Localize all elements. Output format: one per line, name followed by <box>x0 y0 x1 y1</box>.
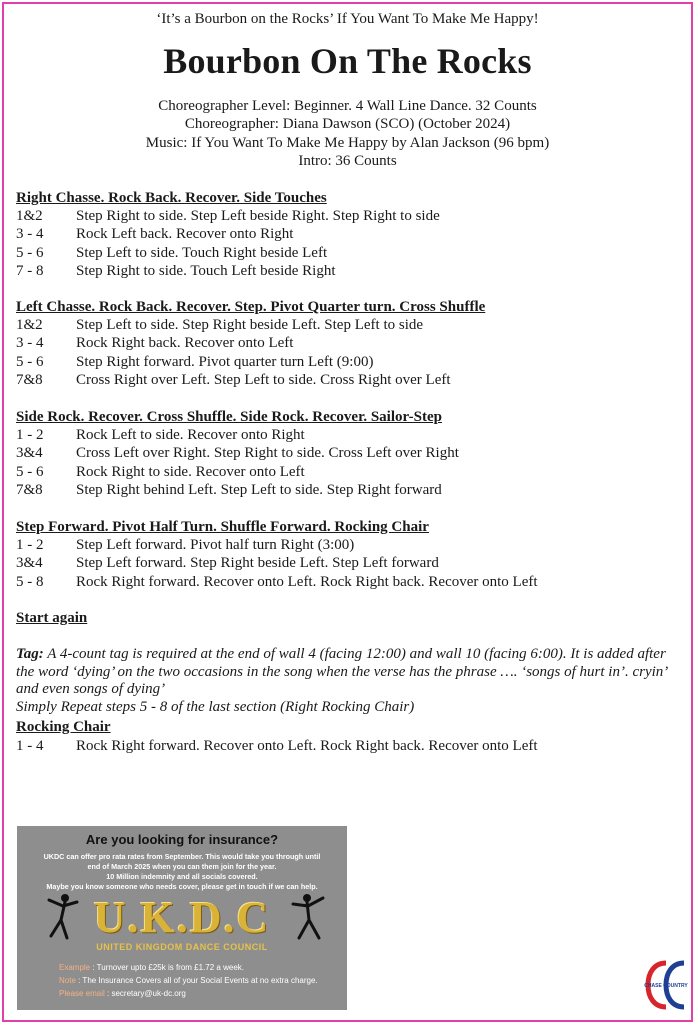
step-count: 1 - 4 <box>16 738 44 754</box>
tagline: ‘It’s a Bourbon on the Rocks’ If You Want To Make Me Happy! <box>156 11 539 27</box>
step-row <box>16 225 681 243</box>
choreographer-line: Choreographer: Diana Dawson (SCO) (October 2024) <box>184 116 511 133</box>
ad-line-key: Example <box>59 963 91 972</box>
ad-line-value: : The Insurance Covers all of your Social Events at no extra charge. <box>75 976 318 985</box>
step-text: Step Left forward. Pivot half turn Right (3:00) <box>76 537 355 553</box>
step-text: Step Right to side. Touch Left beside Right <box>76 262 336 279</box>
ad-body-line: UKDC can offer pro rata rates from September. This would take you through until <box>43 852 321 861</box>
step-row <box>16 481 681 499</box>
step-row <box>16 536 681 554</box>
chase-country-logo <box>644 957 688 1013</box>
ad-line <box>59 987 318 1000</box>
section-1 <box>16 189 681 280</box>
step-row <box>16 463 681 481</box>
tag-label: Tag: <box>16 646 44 662</box>
step-count: 3 - 4 <box>16 226 44 243</box>
step-row <box>16 554 681 572</box>
step-count: 1 - 2 <box>16 427 44 443</box>
ad-line <box>59 961 318 974</box>
step-text: Rock Right forward. Recover onto Left. Rock Right back. Recover onto Left <box>76 738 538 754</box>
ad-line-key: Please email <box>59 989 105 998</box>
step-count: 5 - 8 <box>16 573 44 590</box>
rocking-chair-title: Rocking Chair <box>16 719 111 735</box>
level-line: Choreographer Level: Beginner. 4 Wall Line Dance. 32 Counts <box>158 98 537 114</box>
step-text: Cross Left over Right. Step Right to side. Cross Left over Right <box>76 445 459 462</box>
step-count: 7 - 8 <box>16 262 44 279</box>
step-row <box>16 334 681 352</box>
section-2 <box>16 298 681 389</box>
step-row <box>16 262 681 280</box>
step-text: Rock Right to side. Recover onto Left <box>76 463 305 480</box>
ad-body-line: end of March 2025 when you can them join for the year. <box>87 862 277 871</box>
step-row <box>16 371 681 389</box>
section-title: Side Rock. Recover. Cross Shuffle. Side Rock. Recover. Sailor-Step <box>16 409 442 425</box>
step-text: Rock Right back. Recover onto Left <box>76 335 294 352</box>
step-text: Step Left to side. Touch Right beside Left <box>76 244 328 261</box>
ad-details <box>59 961 318 1000</box>
step-count: 5 - 6 <box>16 244 44 261</box>
step-row <box>16 444 681 462</box>
intro-line: Intro: 36 Counts <box>298 153 397 170</box>
music-line: Music: If You Want To Make Me Happy by Alan Jackson (96 bpm) <box>145 134 550 151</box>
dance-info <box>0 97 695 171</box>
step-text: Rock Right forward. Recover onto Left. Rock Right back. Recover onto Left <box>76 573 538 590</box>
step-text: Step Right to side. Step Left beside Right. Step Right to side <box>76 208 440 224</box>
badge-text: CHASE COUNTRY <box>644 983 688 989</box>
section-4 <box>16 518 681 591</box>
step-count: 5 - 6 <box>16 353 44 370</box>
step-row <box>16 353 681 371</box>
step-count: 1 - 2 <box>16 537 44 553</box>
ad-line-value: : Turnover upto £25k is from £1.72 a week. <box>90 963 244 972</box>
start-again: Start again <box>16 610 88 626</box>
ad-body-line: Maybe you know someone who needs cover, please get in touch if we can help. <box>46 882 318 891</box>
step-text: Cross Right over Left. Step Left to side. Cross Right over Left <box>76 371 451 388</box>
step-row <box>16 316 681 334</box>
section-title: Left Chasse. Rock Back. Recover. Step. Pivot Quarter turn. Cross Shuffle <box>16 299 486 315</box>
ukdc-logo: U.K.D.C <box>93 893 271 942</box>
rocking-chair-step <box>16 738 681 755</box>
step-text: Step Left forward. Step Right beside Left. Step Left forward <box>76 555 439 572</box>
ad-line-value: : secretary@uk-dc.org <box>104 989 186 998</box>
section-title: Step Forward. Pivot Half Turn. Shuffle Forward. Rocking Chair <box>16 519 429 535</box>
page-title: Bourbon On The Rocks <box>163 41 532 81</box>
step-row <box>16 207 681 225</box>
step-count: 3&4 <box>16 445 43 462</box>
ad-body <box>23 852 341 892</box>
section-3 <box>16 408 681 499</box>
step-row <box>16 426 681 444</box>
tag-text: A 4-count tag is required at the end of wall 4 (facing 12:00) and wall 10 (facing 6:00). It is added after the word ‘dying’ on the two occasions in the song when the verse has the phrase …. ‘songs of hurt in’. cryin’ and even songs of dying’ <box>16 646 667 698</box>
step-text: Rock Left back. Recover onto Right <box>76 226 294 243</box>
tag-note <box>16 646 681 716</box>
step-count: 3&4 <box>16 555 43 572</box>
ukdc-subtitle: UNITED KINGDOM DANCE COUNCIL <box>96 942 268 952</box>
step-text: Step Left to side. Step Right beside Left. Step Left to side <box>76 317 424 333</box>
step-text: Step Right behind Left. Step Left to side. Step Right forward <box>76 481 442 498</box>
step-row <box>16 573 681 591</box>
ad-line <box>59 974 318 987</box>
ad-heading: Are you looking for insurance? <box>85 832 279 847</box>
ad-line-key: Note <box>59 976 76 985</box>
step-count: 7&8 <box>16 371 43 388</box>
step-count: 1&2 <box>16 317 43 333</box>
step-text: Step Right forward. Pivot quarter turn Left (9:00) <box>76 353 374 370</box>
ad-body-line: 10 Million indemnity and all socials covered. <box>106 872 258 881</box>
section-title: Right Chasse. Rock Back. Recover. Side Touches <box>16 190 327 206</box>
step-text: Rock Left to side. Recover onto Right <box>76 427 305 443</box>
step-row <box>16 244 681 262</box>
tag-repeat: Simply Repeat steps 5 - 8 of the last section (Right Rocking Chair) <box>16 698 415 715</box>
insurance-advert <box>17 826 347 1010</box>
step-count: 3 - 4 <box>16 335 44 352</box>
step-count: 5 - 6 <box>16 463 44 480</box>
step-count: 7&8 <box>16 481 43 498</box>
step-count: 1&2 <box>16 208 43 224</box>
